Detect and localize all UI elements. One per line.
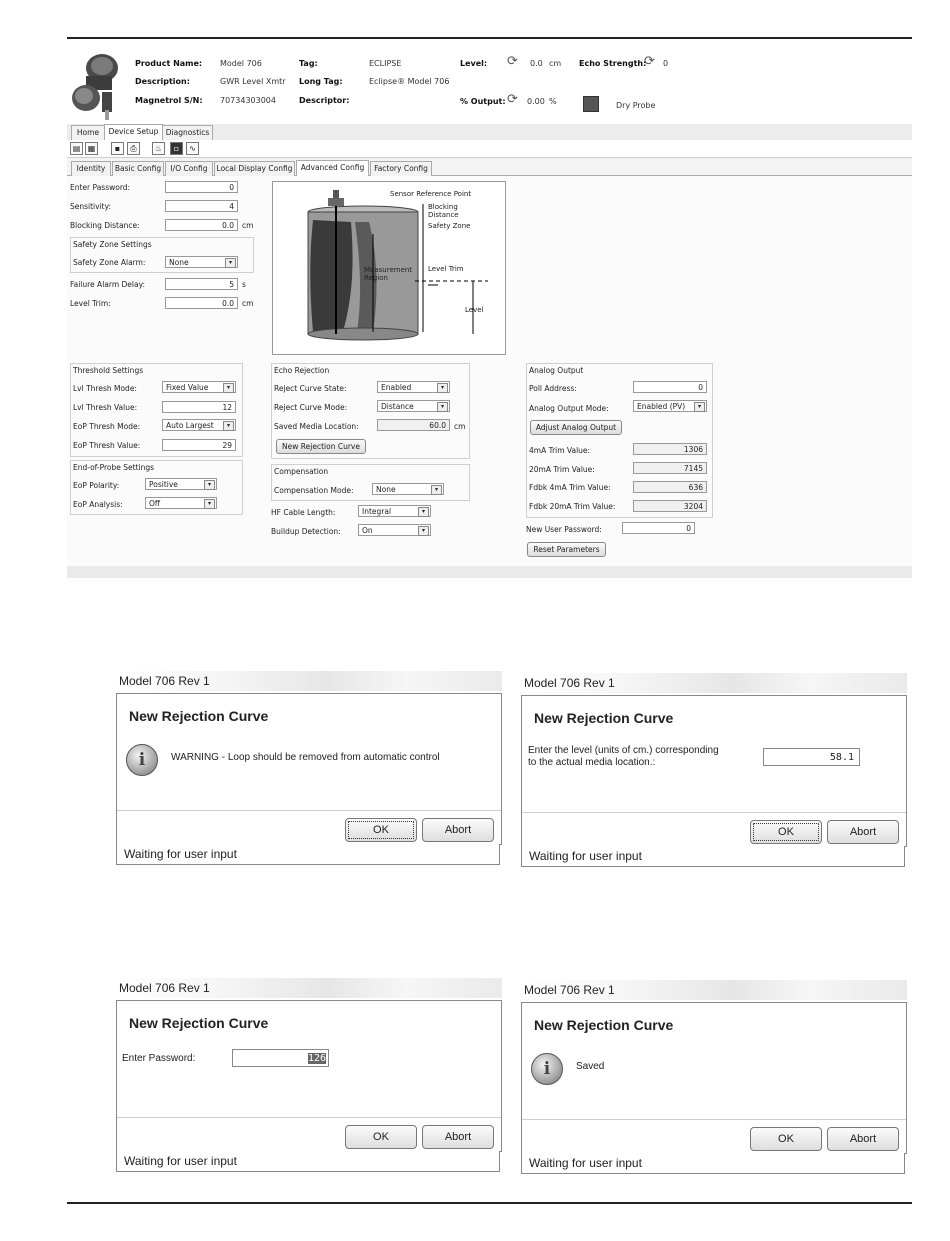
echo-strength-label: Echo Strength: bbox=[579, 59, 647, 68]
dialog-enter-level bbox=[521, 673, 907, 869]
reject-curve-mode-label: Reject Curve Mode: bbox=[274, 403, 348, 412]
dialog-title-bar: Model 706 Rev 1 bbox=[521, 980, 907, 1000]
fdbk-20ma-label: Fdbk 20mA Trim Value: bbox=[529, 502, 616, 511]
safety-zone-alarm-label: Safety Zone Alarm: bbox=[73, 258, 146, 267]
poll-address-input[interactable]: 0 bbox=[633, 381, 707, 393]
saved-media-location-value: 60.0 bbox=[377, 419, 450, 431]
ok-button[interactable]: OK bbox=[345, 818, 417, 842]
info-icon: i bbox=[126, 744, 158, 776]
chevron-down-icon: ▾ bbox=[437, 402, 448, 412]
saved-media-location-unit: cm bbox=[454, 422, 466, 431]
lvl-thresh-value-input[interactable]: 12 bbox=[162, 401, 236, 413]
output-label: % Output: bbox=[460, 97, 506, 106]
descriptor-label: Descriptor: bbox=[299, 96, 350, 105]
dialog-body bbox=[521, 1002, 907, 1154]
probe-status-indicator bbox=[583, 96, 599, 112]
eop-polarity-select[interactable] bbox=[145, 478, 217, 490]
chevron-down-icon: ▾ bbox=[223, 383, 234, 393]
eop-thresh-value-input[interactable]: 29 bbox=[162, 439, 236, 451]
serial-value: 70734303004 bbox=[220, 96, 276, 105]
blocking-distance-label: Blocking Distance: bbox=[70, 221, 140, 230]
lvl-thresh-mode-label: Lvl Thresh Mode: bbox=[73, 384, 137, 393]
tab-advanced-config[interactable]: Advanced Config bbox=[296, 160, 369, 176]
chevron-down-icon: ▾ bbox=[418, 526, 429, 536]
description-label: Description: bbox=[135, 77, 190, 86]
hf-cable-length-label: HF Cable Length: bbox=[271, 508, 336, 517]
chevron-down-icon: ▾ bbox=[204, 499, 215, 509]
eop-thresh-value-label: EoP Thresh Value: bbox=[73, 441, 141, 450]
sensor-reference-label: Sensor Reference Point bbox=[390, 190, 472, 198]
trim-4ma-value: 1306 bbox=[633, 443, 707, 455]
chevron-down-icon: ▾ bbox=[225, 258, 236, 268]
reject-curve-state-value: Enabled bbox=[381, 383, 412, 392]
tab-diagnostics[interactable]: Diagnostics bbox=[162, 125, 213, 140]
password-label: Enter Password: bbox=[122, 1053, 196, 1064]
safety-zone-alarm-value: None bbox=[169, 258, 189, 267]
threshold-title: Threshold Settings bbox=[73, 366, 144, 375]
hf-cable-length-select[interactable] bbox=[358, 505, 431, 517]
probe-status: Dry Probe bbox=[616, 101, 656, 110]
eop-analysis-label: EoP Analysis: bbox=[73, 500, 123, 509]
chevron-down-icon: ▾ bbox=[694, 402, 705, 412]
failure-alarm-delay-unit: s bbox=[242, 280, 246, 289]
level-trim-diagram-label: Level Trim bbox=[428, 265, 464, 273]
blocking-distance-unit: cm bbox=[242, 221, 254, 230]
tab-home[interactable]: Home bbox=[71, 125, 105, 140]
abort-button[interactable]: Abort bbox=[422, 1125, 494, 1149]
measurement-region-label: Measurement Region bbox=[364, 266, 413, 282]
abort-button[interactable]: Abort bbox=[827, 1127, 899, 1151]
dialog-heading: New Rejection Curve bbox=[534, 1017, 674, 1033]
analog-output-title: Analog Output bbox=[529, 366, 584, 375]
status-bar: Waiting for user input bbox=[521, 846, 905, 867]
product-name-value: Model 706 bbox=[220, 59, 262, 68]
failure-alarm-delay-label: Failure Alarm Delay: bbox=[70, 280, 145, 289]
abort-button[interactable]: Abort bbox=[827, 820, 899, 844]
description-value: GWR Level Xmtr bbox=[220, 77, 286, 86]
poll-address-label: Poll Address: bbox=[529, 384, 577, 393]
dialog-title-bar: Model 706 Rev 1 bbox=[521, 673, 907, 693]
tab-device-setup[interactable]: Device Setup bbox=[104, 124, 163, 140]
new-user-password-label: New User Password: bbox=[526, 525, 602, 534]
new-rejection-curve-button[interactable]: New Rejection Curve bbox=[276, 439, 366, 454]
media-level-input[interactable]: 58.1 bbox=[763, 748, 860, 766]
dialog-body bbox=[116, 693, 502, 845]
level-prompt-line2: to the actual media location.: bbox=[528, 757, 656, 768]
password-selected-text: 126 bbox=[307, 1053, 326, 1064]
chevron-down-icon: ▾ bbox=[204, 480, 215, 490]
transmitter-image bbox=[68, 48, 126, 120]
reject-curve-mode-select[interactable] bbox=[377, 400, 450, 412]
monitor-icon[interactable]: ▫ bbox=[170, 142, 183, 155]
dialog-saved bbox=[521, 980, 907, 1176]
adjust-analog-output-button[interactable]: Adjust Analog Output bbox=[530, 420, 622, 435]
blocking-distance-diagram-label: Blocking Distance bbox=[428, 203, 459, 219]
tag-value: ECLIPSE bbox=[369, 59, 402, 68]
dialog-title-bar: Model 706 Rev 1 bbox=[116, 671, 502, 691]
save-icon[interactable]: ▪ bbox=[111, 142, 124, 155]
saved-message: Saved bbox=[576, 1061, 605, 1072]
dialog-warning bbox=[116, 671, 502, 867]
eop-polarity-value: Positive bbox=[149, 480, 178, 489]
reject-curve-state-label: Reject Curve State: bbox=[274, 384, 347, 393]
panel-footer bbox=[67, 566, 912, 578]
level-label: Level: bbox=[460, 59, 488, 68]
bottom-rule bbox=[67, 1202, 912, 1204]
blocking-distance-input[interactable]: 0.0 bbox=[165, 219, 238, 231]
level-value: 0.0 bbox=[530, 59, 543, 68]
level-trim-label: Level Trim: bbox=[70, 299, 111, 308]
sensitivity-label: Sensitivity: bbox=[70, 202, 112, 211]
level-unit: cm bbox=[549, 59, 562, 68]
tab-local-display-config[interactable]: Local Display Config bbox=[214, 161, 295, 176]
ok-button[interactable]: OK bbox=[345, 1125, 417, 1149]
echo-strength-value: 0 bbox=[663, 59, 669, 68]
enter-password-label: Enter Password: bbox=[70, 183, 131, 192]
echo-refresh-icon[interactable]: ⟳ bbox=[644, 54, 655, 69]
level-refresh-icon[interactable]: ⟳ bbox=[507, 54, 518, 69]
lvl-thresh-mode-select[interactable] bbox=[162, 381, 236, 393]
list-view-icon[interactable]: ▦ bbox=[85, 142, 98, 155]
tag-label: Tag: bbox=[299, 59, 318, 68]
dialog-separator bbox=[117, 810, 501, 811]
dialog-heading: New Rejection Curve bbox=[129, 708, 269, 724]
long-tag-value: Eclipse® Model 706 bbox=[369, 77, 450, 86]
sensitivity-input[interactable]: 4 bbox=[165, 200, 238, 212]
trim-20ma-label: 20mA Trim Value: bbox=[529, 465, 595, 474]
analog-output-mode-value: Enabled (PV) bbox=[637, 402, 686, 411]
chevron-down-icon: ▾ bbox=[418, 507, 429, 517]
buildup-detection-value: On bbox=[362, 526, 373, 535]
trim-4ma-label: 4mA Trim Value: bbox=[529, 446, 591, 455]
eop-thresh-mode-label: EoP Thresh Mode: bbox=[73, 422, 141, 431]
lvl-thresh-mode-value: Fixed Value bbox=[166, 383, 209, 392]
level-trim-unit: cm bbox=[242, 299, 254, 308]
failure-alarm-delay-input[interactable]: 5 bbox=[165, 278, 238, 290]
analog-output-mode-select[interactable] bbox=[633, 400, 707, 412]
dialog-heading: New Rejection Curve bbox=[534, 710, 674, 726]
tab-io-config[interactable]: I/O Config bbox=[165, 161, 213, 176]
dialog-enter-password bbox=[116, 978, 502, 1174]
safety-zone-alarm-select[interactable] bbox=[165, 256, 238, 268]
serial-label: Magnetrol S/N: bbox=[135, 96, 203, 105]
dialog-separator bbox=[522, 1119, 906, 1120]
saved-media-location-label: Saved Media Location: bbox=[274, 422, 359, 431]
product-name-label: Product Name: bbox=[135, 59, 203, 68]
ok-button[interactable]: OK bbox=[750, 1127, 822, 1151]
info-icon: i bbox=[531, 1053, 563, 1085]
dialog-body bbox=[116, 1000, 502, 1152]
hf-cable-length-value: Integral bbox=[362, 507, 392, 516]
compensation-mode-select[interactable] bbox=[372, 483, 444, 495]
output-unit: % bbox=[549, 97, 557, 106]
device-icon[interactable]: ♨ bbox=[152, 142, 165, 155]
password-input[interactable] bbox=[232, 1049, 329, 1067]
tab-identity[interactable]: Identity bbox=[71, 161, 111, 176]
level-trim-input[interactable]: 0.0 bbox=[165, 297, 238, 309]
output-refresh-icon[interactable]: ⟳ bbox=[507, 92, 518, 107]
print-icon[interactable]: ⎙ bbox=[127, 142, 140, 155]
chevron-down-icon: ▾ bbox=[431, 485, 442, 495]
status-bar: Waiting for user input bbox=[116, 1151, 500, 1172]
level-prompt-line1: Enter the level (units of cm.) corresponding bbox=[528, 745, 719, 756]
fdbk-20ma-value: 3204 bbox=[633, 500, 707, 512]
top-rule bbox=[67, 37, 912, 39]
status-bar: Waiting for user input bbox=[521, 1153, 905, 1174]
ok-button[interactable]: OK bbox=[750, 820, 822, 844]
reset-parameters-button[interactable]: Reset Parameters bbox=[527, 542, 606, 557]
chevron-down-icon: ▾ bbox=[223, 421, 234, 431]
eop-thresh-mode-select[interactable] bbox=[162, 419, 236, 431]
level-diagram-label: Level bbox=[465, 306, 484, 314]
fdbk-4ma-label: Fdbk 4mA Trim Value: bbox=[529, 483, 611, 492]
safety-zone-title: Safety Zone Settings bbox=[73, 240, 152, 249]
enter-password-input[interactable]: 0 bbox=[165, 181, 238, 193]
dialog-title-bar: Model 706 Rev 1 bbox=[116, 978, 502, 998]
dialog-separator bbox=[522, 812, 906, 813]
eop-thresh-mode-value: Auto Largest bbox=[166, 421, 214, 430]
trim-20ma-value: 7145 bbox=[633, 462, 707, 474]
tab-factory-config[interactable]: Factory Config bbox=[370, 161, 432, 176]
eop-analysis-select[interactable] bbox=[145, 497, 217, 509]
chart-icon[interactable]: ∿ bbox=[186, 142, 199, 155]
echo-rejection-title: Echo Rejection bbox=[274, 366, 330, 375]
analog-output-mode-label: Analog Output Mode: bbox=[529, 404, 609, 413]
compensation-mode-value: None bbox=[376, 485, 396, 494]
compensation-mode-label: Compensation Mode: bbox=[274, 486, 354, 495]
fdbk-4ma-value: 636 bbox=[633, 481, 707, 493]
long-tag-label: Long Tag: bbox=[299, 77, 343, 86]
compensation-title: Compensation bbox=[274, 467, 329, 476]
chevron-down-icon: ▾ bbox=[437, 383, 448, 393]
new-user-password-input[interactable]: 0 bbox=[622, 522, 695, 534]
eop-polarity-label: EoP Polarity: bbox=[73, 481, 120, 490]
status-bar: Waiting for user input bbox=[116, 844, 500, 865]
abort-button[interactable]: Abort bbox=[422, 818, 494, 842]
lvl-thresh-value-label: Lvl Thresh Value: bbox=[73, 403, 138, 412]
reject-curve-mode-value: Distance bbox=[381, 402, 414, 411]
dialog-heading: New Rejection Curve bbox=[129, 1015, 269, 1031]
eop-analysis-value: Off bbox=[149, 499, 161, 508]
warning-message: WARNING - Loop should be removed from automatic control bbox=[171, 752, 440, 763]
tab-basic-config[interactable]: Basic Config bbox=[112, 161, 164, 176]
safety-zone-diagram-label: Safety Zone bbox=[428, 222, 471, 230]
dialog-body bbox=[521, 695, 907, 847]
layout-icon[interactable]: ▤ bbox=[70, 142, 83, 155]
output-value: 0.00 bbox=[527, 97, 545, 106]
buildup-detection-label: Buildup Detection: bbox=[271, 527, 341, 536]
eop-title: End-of-Probe Settings bbox=[73, 463, 155, 472]
buildup-detection-select[interactable] bbox=[358, 524, 431, 536]
reject-curve-state-select[interactable] bbox=[377, 381, 450, 393]
dialog-separator bbox=[117, 1117, 501, 1118]
